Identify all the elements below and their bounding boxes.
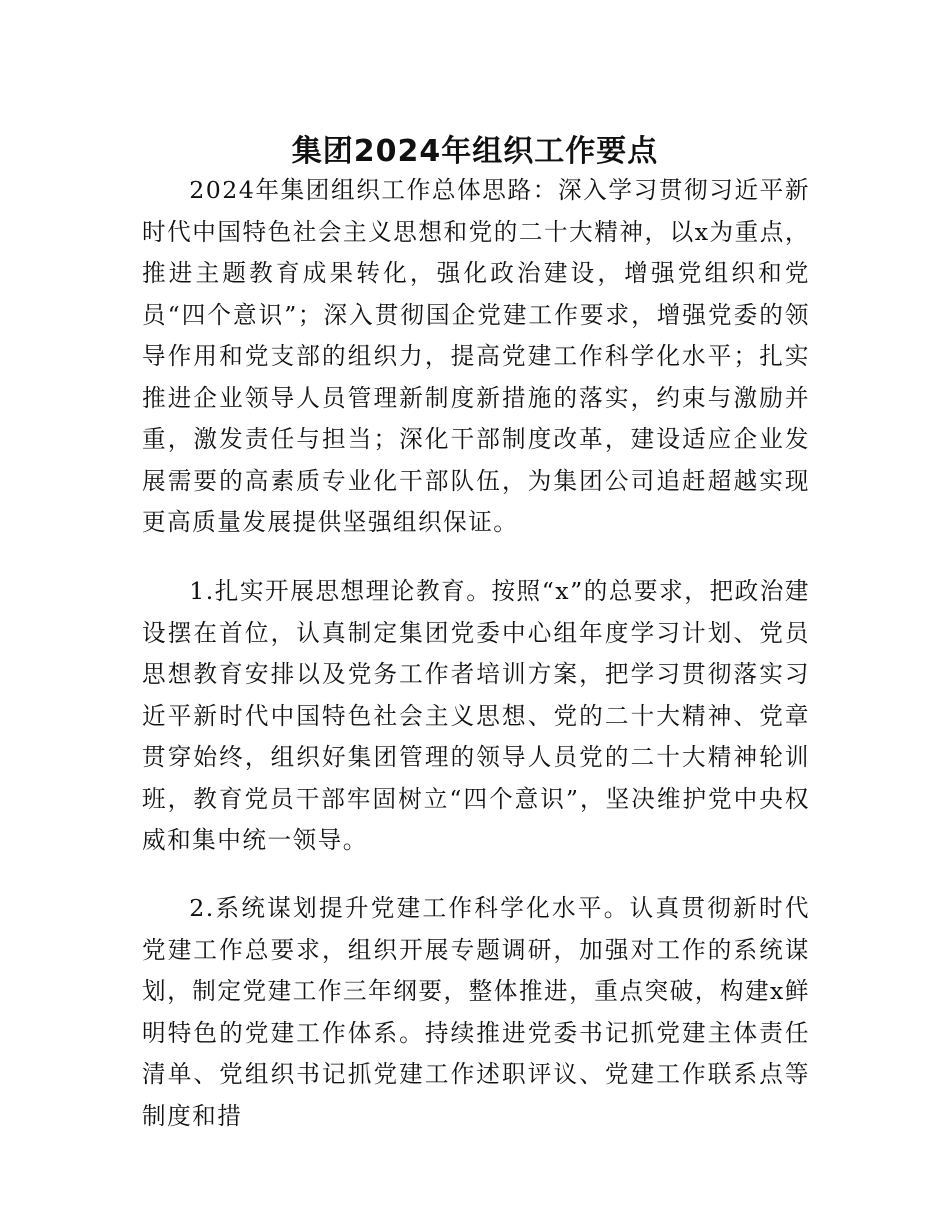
paragraph-overall-approach: 2024年集团组织工作总体思路：深入学习贯彻习近平新时代中国特色社会主义思想和党的二十大精神，以x为重点，推进主题教育成果转化，强化政治建设，增强党组织和党员“四个意识”；深入贯彻国企党建工作要求，增强党委的领导作用和党支部的组织力，提高党建工作科学化水平；扎实推进企业领导人员管理新制度新措施的落实，约束与激励并重，激发责任与担当；深化干部制度改革，建设适应企业发展需要的高素质专业化干部队伍，为集团公司追赶超越实现更高质量发展提供坚强组织保证。 [142,176,810,536]
paragraph-item-2: 2.系统谋划提升党建工作科学化水平。认真贯彻新时代党建工作总要求，组织开展专题调研，加强对工作的系统谋划，制定党建工作三年纲要，整体推进，重点突破，构建x鲜明特色的党建工作体系。持续推进党委书记抓党建主体责任清单、党组织书记抓党建工作述职评议、党建工作联系点等制度和措 [142,894,810,1130]
document-title: 集团2024年组织工作要点 [291,134,659,170]
paragraph-item-1: 1.扎实开展思想理论教育。按照“x”的总要求，把政治建设摆在首位，认真制定集团党委中心组年度学习计划、党员思想教育安排以及党务工作者培训方案，把学习贯彻落实习近平新时代中国特色社会主义思想、党的二十大精神、党章贯穿始终，组织好集团管理的领导人员党的二十大精神轮训班，教育党员干部牢固树立“四个意识”，坚决维护党中央权威和集中统一领导。 [142,577,810,854]
